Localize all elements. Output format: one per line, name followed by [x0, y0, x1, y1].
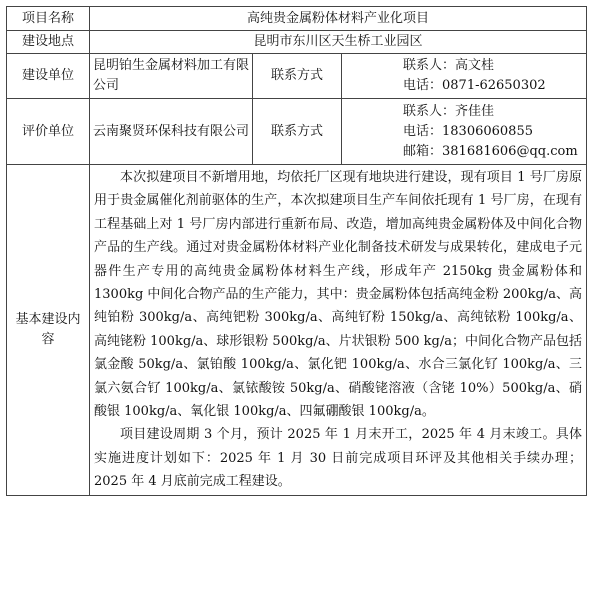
builder-contact-info — [342, 54, 587, 99]
evaluator-label: 评价单位 — [7, 99, 90, 165]
row-location — [7, 31, 587, 54]
evaluator-contact-label: 联系方式 — [253, 99, 342, 165]
row-project-name — [7, 7, 587, 31]
location-value: 昆明市东川区天生桥工业园区 — [90, 31, 587, 54]
project-name-label: 项目名称 — [7, 7, 90, 31]
builder-contact-phone: 电话：0871-62650302 — [403, 78, 546, 93]
row-content — [7, 165, 587, 496]
builder-contact-person: 联系人：高文桂 — [403, 58, 495, 73]
project-info-table — [6, 6, 587, 496]
content-label: 基本建设内容 — [7, 165, 90, 496]
evaluator-contact-email: 邮箱：381681606@qq.com — [403, 143, 578, 159]
location-label: 建设地点 — [7, 31, 90, 54]
content-paragraph-2: 项目建设周期 3 个月，预计 2025 年 1 月末开工，2025 年 4 月末竣工。具体实施进度计划如下：2025 年 1 月 30 日前完成项目环评及其他相关手续办理；2025 年 4 月底前完成工程建设。 — [94, 427, 583, 490]
content-body — [90, 165, 587, 496]
evaluator-contact-person: 联系人：齐佳佳 — [403, 103, 495, 119]
row-evaluator — [7, 99, 587, 165]
builder-contact-label: 联系方式 — [253, 54, 342, 99]
row-builder — [7, 54, 587, 99]
builder-value: 昆明铂生金属材料加工有限公司 — [90, 54, 253, 99]
project-name-value: 高纯贵金属粉体材料产业化项目 — [90, 7, 587, 31]
evaluator-contact-phone: 电话：18306060855 — [403, 123, 533, 139]
evaluator-value: 云南聚贤环保科技有限公司 — [90, 99, 253, 165]
builder-label: 建设单位 — [7, 54, 90, 99]
content-paragraph-1: 本次拟建项目不新增用地，均依托厂区现有地块进行建设，现有项目 1 号厂房原用于贵金属催化剂前驱体的生产，本次拟建项目生产车间依托现有 1 号厂房，在现有工程基础上对 1 号厂房内部进行重新布局、改造，增加高纯贵金属粉体及中间化合物产品的生产线。通过对贵金属粉体材料产业化制备技术研发与成果转化，建成电子元器件生产专用的高纯贵金属粉体材料生产线，形成年产 2150kg 贵金属粉体和 1300kg 中间化合物产品的生产能力，其中：贵金属粉体包括高纯金粉 200kg/a、高纯铂粉 300kg/a、高纯钯粉 300kg/a、高纯钌粉 150kg/a、高纯铱粉 100kg/a、高纯铑粉 100kg/a、球形银粉 500kg/a、片状银粉 500 kg/a；中间化合物产品包括氯金酸 50kg/a、氯铂酸 100kg/a、氯化钯 100kg/a、水合三氯化钌 100kg/a、三氯六氨合钌 100kg/a、氯铱酸铵 50kg/a、硝酸铑溶液（含铑 10%）500kg/a、硝酸银 100kg/a、氧化银 100kg/a、四氟硼酸银 100kg/a。 — [94, 170, 583, 420]
evaluator-contact-info — [342, 99, 587, 165]
